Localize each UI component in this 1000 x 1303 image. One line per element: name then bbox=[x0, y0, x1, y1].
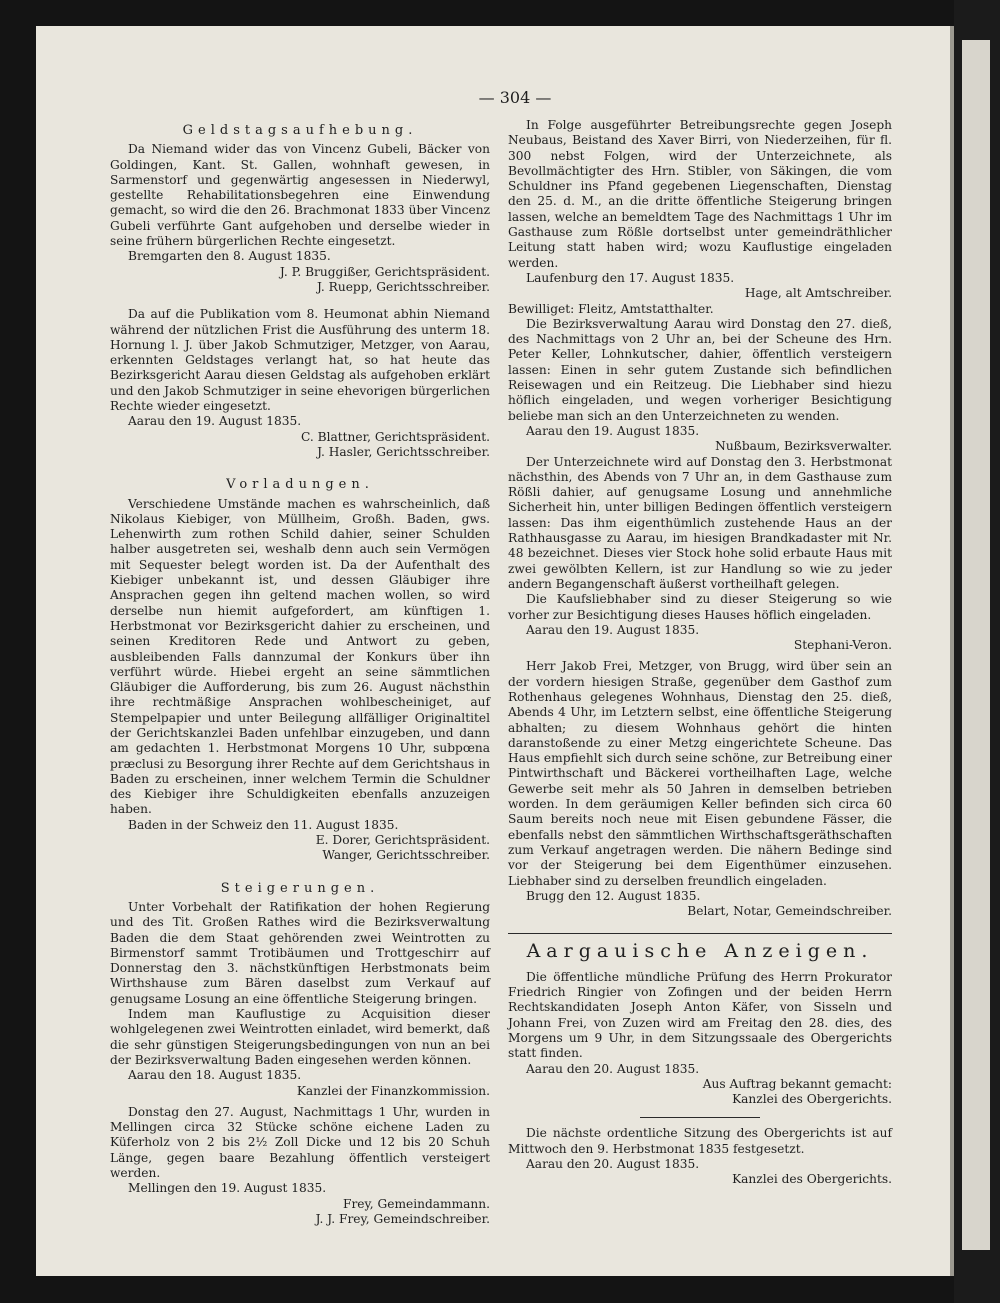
mellingen-notice: Donstag den 27. August, Nachmittags 1 Uhr, wurden in Mellingen circa 32 Stücke schöne eichene Laden zu Küferholz von 2 bis 2½ Zoll Dicke und 12 bis 20 Schuh Länge, gegen baare Bezahlung öffentlich versteigert werden. bbox=[110, 1104, 490, 1180]
sitzung-notice: Die nächste ordentliche Sitzung des Obergerichts ist auf Mittwoch den 9. Herbstmonat 1835 festgesetzt. bbox=[508, 1126, 892, 1156]
pruefung-notice: Die öffentliche mündliche Prüfung des Herrn Prokurator Friedrich Ringier von Zofingen und der beiden Herrn Rechtskandidaten Joseph Anton Käfer, von Sisseln und Johann Frei, von Zuzen wird am Freitag den 28. dies, des Morgens um 9 Uhr, in dem Sitzungssaale des Obergerichts statt finden. bbox=[508, 969, 892, 1061]
frei-place: Brugg den 12. August 1835. bbox=[526, 888, 701, 903]
right-column bbox=[508, 118, 892, 1188]
steigerungen-heading: Steigerungen. bbox=[220, 880, 380, 896]
pruefung-signature-2: Kanzlei des Obergerichts. bbox=[732, 1092, 892, 1107]
schmutziger-signature-2: J. Hasler, Gerichtsschreiber. bbox=[317, 444, 490, 459]
haus-notice-2: Die Kaufsliebhaber sind zu dieser Steigerung so wie vorher zur Besichtigung dieses Hauses höflich eingeladen. bbox=[508, 592, 892, 622]
vorladungen-signature-2: Wanger, Gerichtsschreiber. bbox=[322, 848, 490, 863]
geldstag-signature-2: J. Ruepp, Gerichtsschreiber. bbox=[316, 279, 490, 294]
geldstag-place: Bremgarten den 8. August 1835. bbox=[128, 249, 331, 264]
pruefung-place: Aarau den 20. August 1835. bbox=[526, 1061, 700, 1076]
steigerungen-notice-1: Unter Vorbehalt der Ratifikation der hohen Regierung und des Tit. Großen Rathes wird die Bezirksverwaltung Baden die dem Staat gehörenden zwei Weintrotten zu Birmenstorf sammt Trotibäumen und Trottgeschirr auf Donnerstag den 3. nächstkünftigen Herbstmonats beim Wirthshause zum Bären daselbst zum Verkauf auf genugsame Losung an eine öffentliche Steigerung bringen. bbox=[110, 899, 490, 1006]
geldstag-notice: Da Niemand wider das von Vincenz Gubeli, Bäcker von Goldingen, Kant. St. Gallen, wohnhaft gewesen, in Sarmenstorf und gegenwärtig angesessen in Niederwyl, gestellte Rehabilitationsbegehren eine Einwendung gemacht, so wird die den 26. Brachmonat 1833 über Vincenz Gubeli verführte Gant aufgehoben und derselbe wieder in seine frühern bürgerlichen Rechte eingesetzt. bbox=[110, 142, 490, 249]
aargau-heading: Aargauische Anzeigen. bbox=[526, 940, 874, 963]
next-page-edge bbox=[962, 40, 990, 1250]
mellingen-signature-1: Frey, Gemeindammann. bbox=[343, 1196, 490, 1211]
sitzung-place: Aarau den 20. August 1835. bbox=[526, 1157, 700, 1171]
steigerungen-place: Aarau den 18. August 1835. bbox=[128, 1068, 302, 1083]
vorladungen-heading: Vorladungen. bbox=[226, 477, 374, 493]
schmutziger-place: Aarau den 19. August 1835. bbox=[128, 414, 302, 429]
neubaus-place: Laufenburg den 17. August 1835. bbox=[526, 270, 735, 285]
steigerungen-signature: Kanzlei der Finanzkommission. bbox=[296, 1083, 490, 1098]
page-number: — 304 — bbox=[478, 88, 552, 107]
keller-place: Aarau den 19. August 1835. bbox=[526, 423, 700, 438]
neubaus-signature: Hage, alt Amtschreiber. bbox=[744, 286, 892, 301]
vorladungen-signature-1: E. Dorer, Gerichtspräsident. bbox=[315, 833, 490, 848]
frei-signature: Belart, Notar, Gemeindschreiber. bbox=[687, 904, 892, 919]
bewilliget-line: Bewilliget: Fleitz, Amtstatthalter. bbox=[508, 301, 714, 316]
frei-notice: Herr Jakob Frei, Metzger, von Brugg, wird über sein an der vordern hiesigen Straße, gegenüber dem Gasthof zum Rothenhaus gelegenes Wohnhaus, Dienstag den 25. dieß, Abends 4 Uhr, im Letztern selbst, eine öffentliche Steigerung abhalten; zu diesem Wohnhaus gehört die hinten daranstoßende zu einer Metzg eingerichtete Scheune. Das Haus empfiehlt sich durch seine schöne, zur Betreibung einer Pintwirthschaft und Bäckerei vortheilhaften Lage, welche Gewerbe seit mehr als 50 Jahren in demselben betrieben worden. In dem geräumigen Keller befinden sich circa 60 Saum bereits noch neue mit Eisen gebundene Fässer, die ebenfalls nebst den sämmtlichen Wirthschaftsgeräthschaften zum Verkauf angetragen werden. Die nähern Bedinge sind vor der Steigerung bei dem Eigenthümer einzusehen. Liebhaber sind zu derselben freundlich eingeladen. bbox=[508, 659, 892, 888]
keller-notice: Die Bezirksverwaltung Aarau wird Donstag den 27. dieß, des Nachmittags von 2 Uhr an, bei der Scheune des Hrn. Peter Keller, Lohnkutscher, dahier, öffentlich versteigern lassen: Einen in sehr gutem Zustande sich befindlichen Reisewagen und ein Reitzeug. Die Liebhaber sind hiezu höflich eingeladen, und wegen vorheriger Besichtigung beliebe man sich an den Unterzeichneten zu wenden. bbox=[508, 316, 892, 423]
vorladungen-place: Baden in der Schweiz den 11. August 1835. bbox=[128, 817, 399, 832]
keller-signature: Nußbaum, Bezirksverwalter. bbox=[715, 439, 892, 454]
geldstag-signature-1: J. P. Bruggißer, Gerichtspräsident. bbox=[279, 264, 490, 279]
pruefung-signature-1: Aus Auftrag bekannt gemacht: bbox=[702, 1076, 892, 1091]
haus-signature: Stephani-Veron. bbox=[793, 638, 892, 653]
left-column bbox=[110, 118, 490, 1227]
schmutziger-notice: Da auf die Publikation vom 8. Heumonat abhin Niemand während der nützlichen Frist die Ausführung des unterm 18. Hornung l. J. über Jakob Schmutziger, Metzger, von Aarau, erkennten Geldstages verlangt hat, so hat heute das Bezirksgericht Aarau diesen Geldstag als aufgehoben erklärt und den Jakob Schmutziger in seine ehevorigen bürgerlichen Rechte wieder eingesetzt. bbox=[110, 307, 490, 414]
notice-divider bbox=[640, 1117, 760, 1118]
haus-notice-1: Der Unterzeichnete wird auf Donstag den 3. Herbstmonat nächsthin, des Abends von 7 Uhr an, in dem Gasthause zum Rößli dahier, auf genugsame Losung und annehmliche Sicherheit hin, unter billigen Bedingen öffentlich versteigern lassen: Das ihm eigenthümlich zustehende Haus an der Rathhausgasse zu Aarau, im hiesigen Brandkadaster mit Nr. 48 bezeichnet. Dieses vier Stock hohe solid erbaute Haus mit zwei gewölbten Kellern, ist zur Handlung so wie zu jeder andern Begangenschaft äußerst vortheilhaft gelegen. bbox=[508, 454, 892, 591]
neubaus-notice: In Folge ausgeführter Betreibungsrechte gegen Joseph Neubaus, Beistand des Xaver Birri, von Niederzeihen, für fl. 300 nebst Folgen, wird der Unterzeichnete, als Bevollmächtigter des Hrn. Stibler, von Säkingen, die vom Schuldner ins Pfand gegebenen Liegenschaften, Dienstag den 25. d. M., an die dritte öffentliche Steigerung bringen lassen, welche an bemeldtem Tage des Nachmittags 1 Uhr im Gasthause zum Rößle dortselbst unter gemeindräthlicher Leitung statt haben wird; wozu Kauflustige eingeladen werden. bbox=[508, 118, 892, 270]
vorladungen-notice: Verschiedene Umstände machen es wahrscheinlich, daß Nikolaus Kiebiger, von Müllheim, Großh. Baden, gws. Lehenwirth zum rothen Schild dahier, seiner Schulden halber ausgetreten sei, weshalb denn auch sein Vermögen mit Sequester belegt worden ist. Da der Aufenthalt des Kiebiger unbekannt ist, und dessen Gläubiger ihre Ansprachen gegen ihn geltend machen wollen, so wird derselbe nun hiemit aufgefordert, am künftigen 1. Herbstmonat vor Bezirksgericht dahier zu erscheinen, und seinen Kreditoren Rede und Antwort zu geben, ausbleibenden Falls dannzumal der Konkurs über ihn verführt würde. Hiebei ergeht an seine sämmtlichen Gläubiger die Aufforderung, bis zum 26. August nächsthin ihre rechtmäßige Ansprachen wohlbescheiniget, auf Stempelpapier und unter Beilegung allfälliger Originaltitel der Gerichtskanzlei Baden unfehlbar einzugeben, und dann am gedachten 1. Herbstmonat Morgens 10 Uhr, subpœna præclusi zu Besorgung ihrer Rechte auf dem Gerichtshaus in Baden zu erscheinen, inner welchem Termin die Schuldner des Kiebiger ihre Schuldigkeiten ebenfalls anzuzeigen haben. bbox=[110, 496, 490, 817]
steigerungen-notice-2: Indem man Kauflustige zu Acquisition dieser wohlgelegenen zwei Weintrotten einladet, wird bemerkt, daß die sehr günstigen Steigerungsbedingungen von nun an bei der Bezirksverwaltung Baden eingesehen werden können. bbox=[110, 1007, 490, 1067]
mellingen-place: Mellingen den 19. August 1835. bbox=[128, 1181, 327, 1196]
mellingen-signature-2: J. J. Frey, Gemeindschreiber. bbox=[315, 1211, 490, 1226]
haus-place: Aarau den 19. August 1835. bbox=[526, 622, 700, 637]
schmutziger-signature-1: C. Blattner, Gerichtspräsident. bbox=[300, 429, 490, 444]
geldstag-heading: Geldstagsaufhebung. bbox=[182, 123, 418, 138]
sitzung-signature: Kanzlei des Obergerichts. bbox=[732, 1172, 892, 1187]
section-divider bbox=[508, 933, 892, 934]
